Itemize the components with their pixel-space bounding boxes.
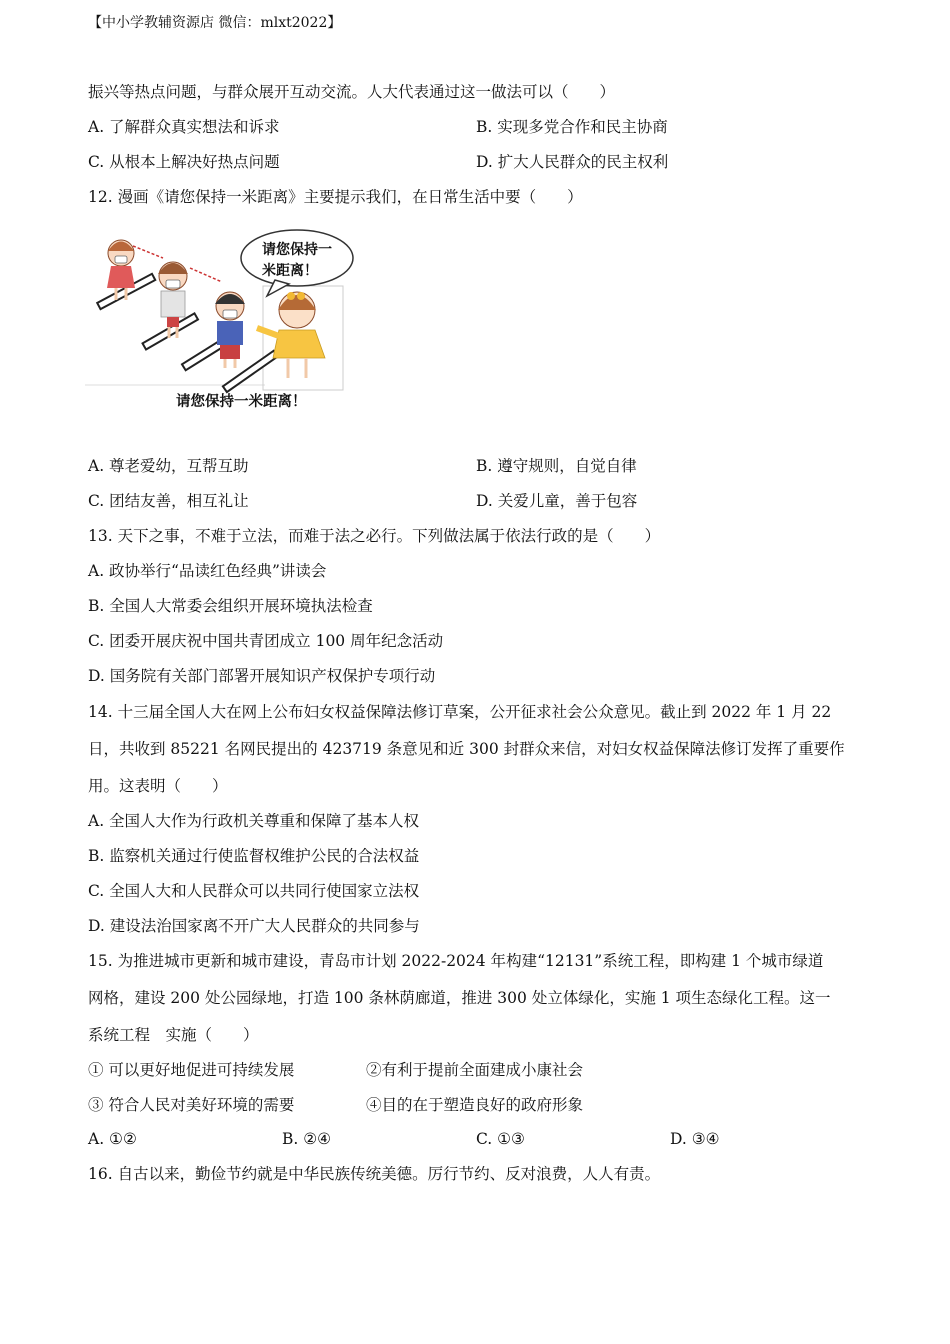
q13-option-d[interactable]: D. 国务院有关部门部署开展知识产权保护专项行动	[88, 667, 436, 685]
q13-option-c[interactable]: C. 团委开展庆祝中国共青团成立 100 周年纪念活动	[88, 632, 444, 650]
q15-option-b[interactable]: B. ②④	[282, 1130, 332, 1148]
q12-option-c[interactable]: C. 团结友善，相互礼让	[88, 492, 249, 510]
q15-item-1: ① 可以更好地促进可持续发展	[88, 1061, 295, 1079]
q12-option-b[interactable]: B. 遵守规则，自觉自律	[476, 457, 637, 475]
q11-option-d[interactable]: D. 扩大人民群众的民主权利	[476, 153, 669, 171]
q13-option-b[interactable]: B. 全国人大常委会组织开展环境执法检查	[88, 597, 373, 615]
q13-option-a[interactable]: A. 政协举行“品读红色经典”讲读会	[88, 562, 327, 580]
q15-option-c[interactable]: C. ①③	[476, 1130, 525, 1148]
q14-stem-line3: 用。这表明（ ）	[88, 777, 228, 795]
q15-stem-line1: 15. 为推进城市更新和城市建设，青岛市计划 2022-2024 年构建“12131”系统工程，即构建 1 个城市绿道	[88, 952, 824, 970]
q14-option-a[interactable]: A. 全国人大作为行政机关尊重和保障了基本人权	[88, 812, 420, 830]
comic-illustration	[85, 218, 355, 418]
q15-item-3: ③ 符合人民对美好环境的需要	[88, 1096, 295, 1114]
q12-stem: 12. 漫画《请您保持一米距离》主要提示我们，在日常生活中要（ ）	[88, 188, 583, 206]
comic-caption: 请您保持一米距离！	[176, 394, 307, 410]
q13-stem: 13. 天下之事，不难于立法，而难于法之必行。下列做法属于依法行政的是（ ）	[88, 527, 661, 545]
q12-option-a[interactable]: A. 尊老爱幼，互帮互助	[88, 457, 249, 475]
q14-option-c[interactable]: C. 全国人大和人民群众可以共同行使国家立法权	[88, 882, 420, 900]
q15-option-a[interactable]: A. ①②	[88, 1130, 137, 1148]
q11-option-c[interactable]: C. 从根本上解决好热点问题	[88, 153, 280, 171]
q14-option-d[interactable]: D. 建设法治国家离不开广大人民群众的共同参与	[88, 917, 420, 935]
bubble-text-line2: 米距离！	[262, 263, 318, 279]
q14-option-b[interactable]: B. 监察机关通过行使监督权维护公民的合法权益	[88, 847, 420, 865]
q14-stem-line2: 日，共收到 85221 名网民提出的 423719 条意见和近 300 封群众来信，对妇女权益保障法修订发挥了重要作	[88, 740, 845, 758]
q15-stem-line2: 网格，建设 200 处公园绿地，打造 100 条林荫廊道，推进 300 处立体绿化，实施 1 项生态绿化工程。这一	[88, 989, 831, 1007]
q11-option-b[interactable]: B. 实现多党合作和民主协商	[476, 118, 668, 136]
q15-item-4: ④目的在于塑造良好的政府形象	[366, 1096, 584, 1114]
q15-option-d[interactable]: D. ③④	[670, 1130, 720, 1148]
q11-continuation: 振兴等热点问题，与群众展开互动交流。人大代表通过这一做法可以（ ）	[88, 83, 616, 101]
page-header: 【中小学教辅资源店 微信：mlxt2022】	[88, 15, 342, 31]
person-boy-blue	[215, 292, 245, 368]
q16-stem: 16. 自古以来，勤俭节约就是中华民族传统美德。厉行节约、反对浪费，人人有责。	[88, 1165, 661, 1183]
q15-item-2: ②有利于提前全面建成小康社会	[366, 1061, 584, 1079]
q15-stem-line3: 系统工程 实施（ ）	[88, 1026, 259, 1044]
q11-option-a[interactable]: A. 了解群众真实想法和诉求	[88, 118, 280, 136]
q12-option-d[interactable]: D. 关爱儿童，善于包容	[476, 492, 638, 510]
bubble-text-line1: 请您保持一	[262, 242, 332, 258]
person-girl-yellow	[257, 292, 325, 378]
q14-stem-line1: 14. 十三届全国人大在网上公布妇女权益保障法修订草案，公开征求社会公众意见。截止到 2022 年 1 月 22	[88, 703, 832, 721]
